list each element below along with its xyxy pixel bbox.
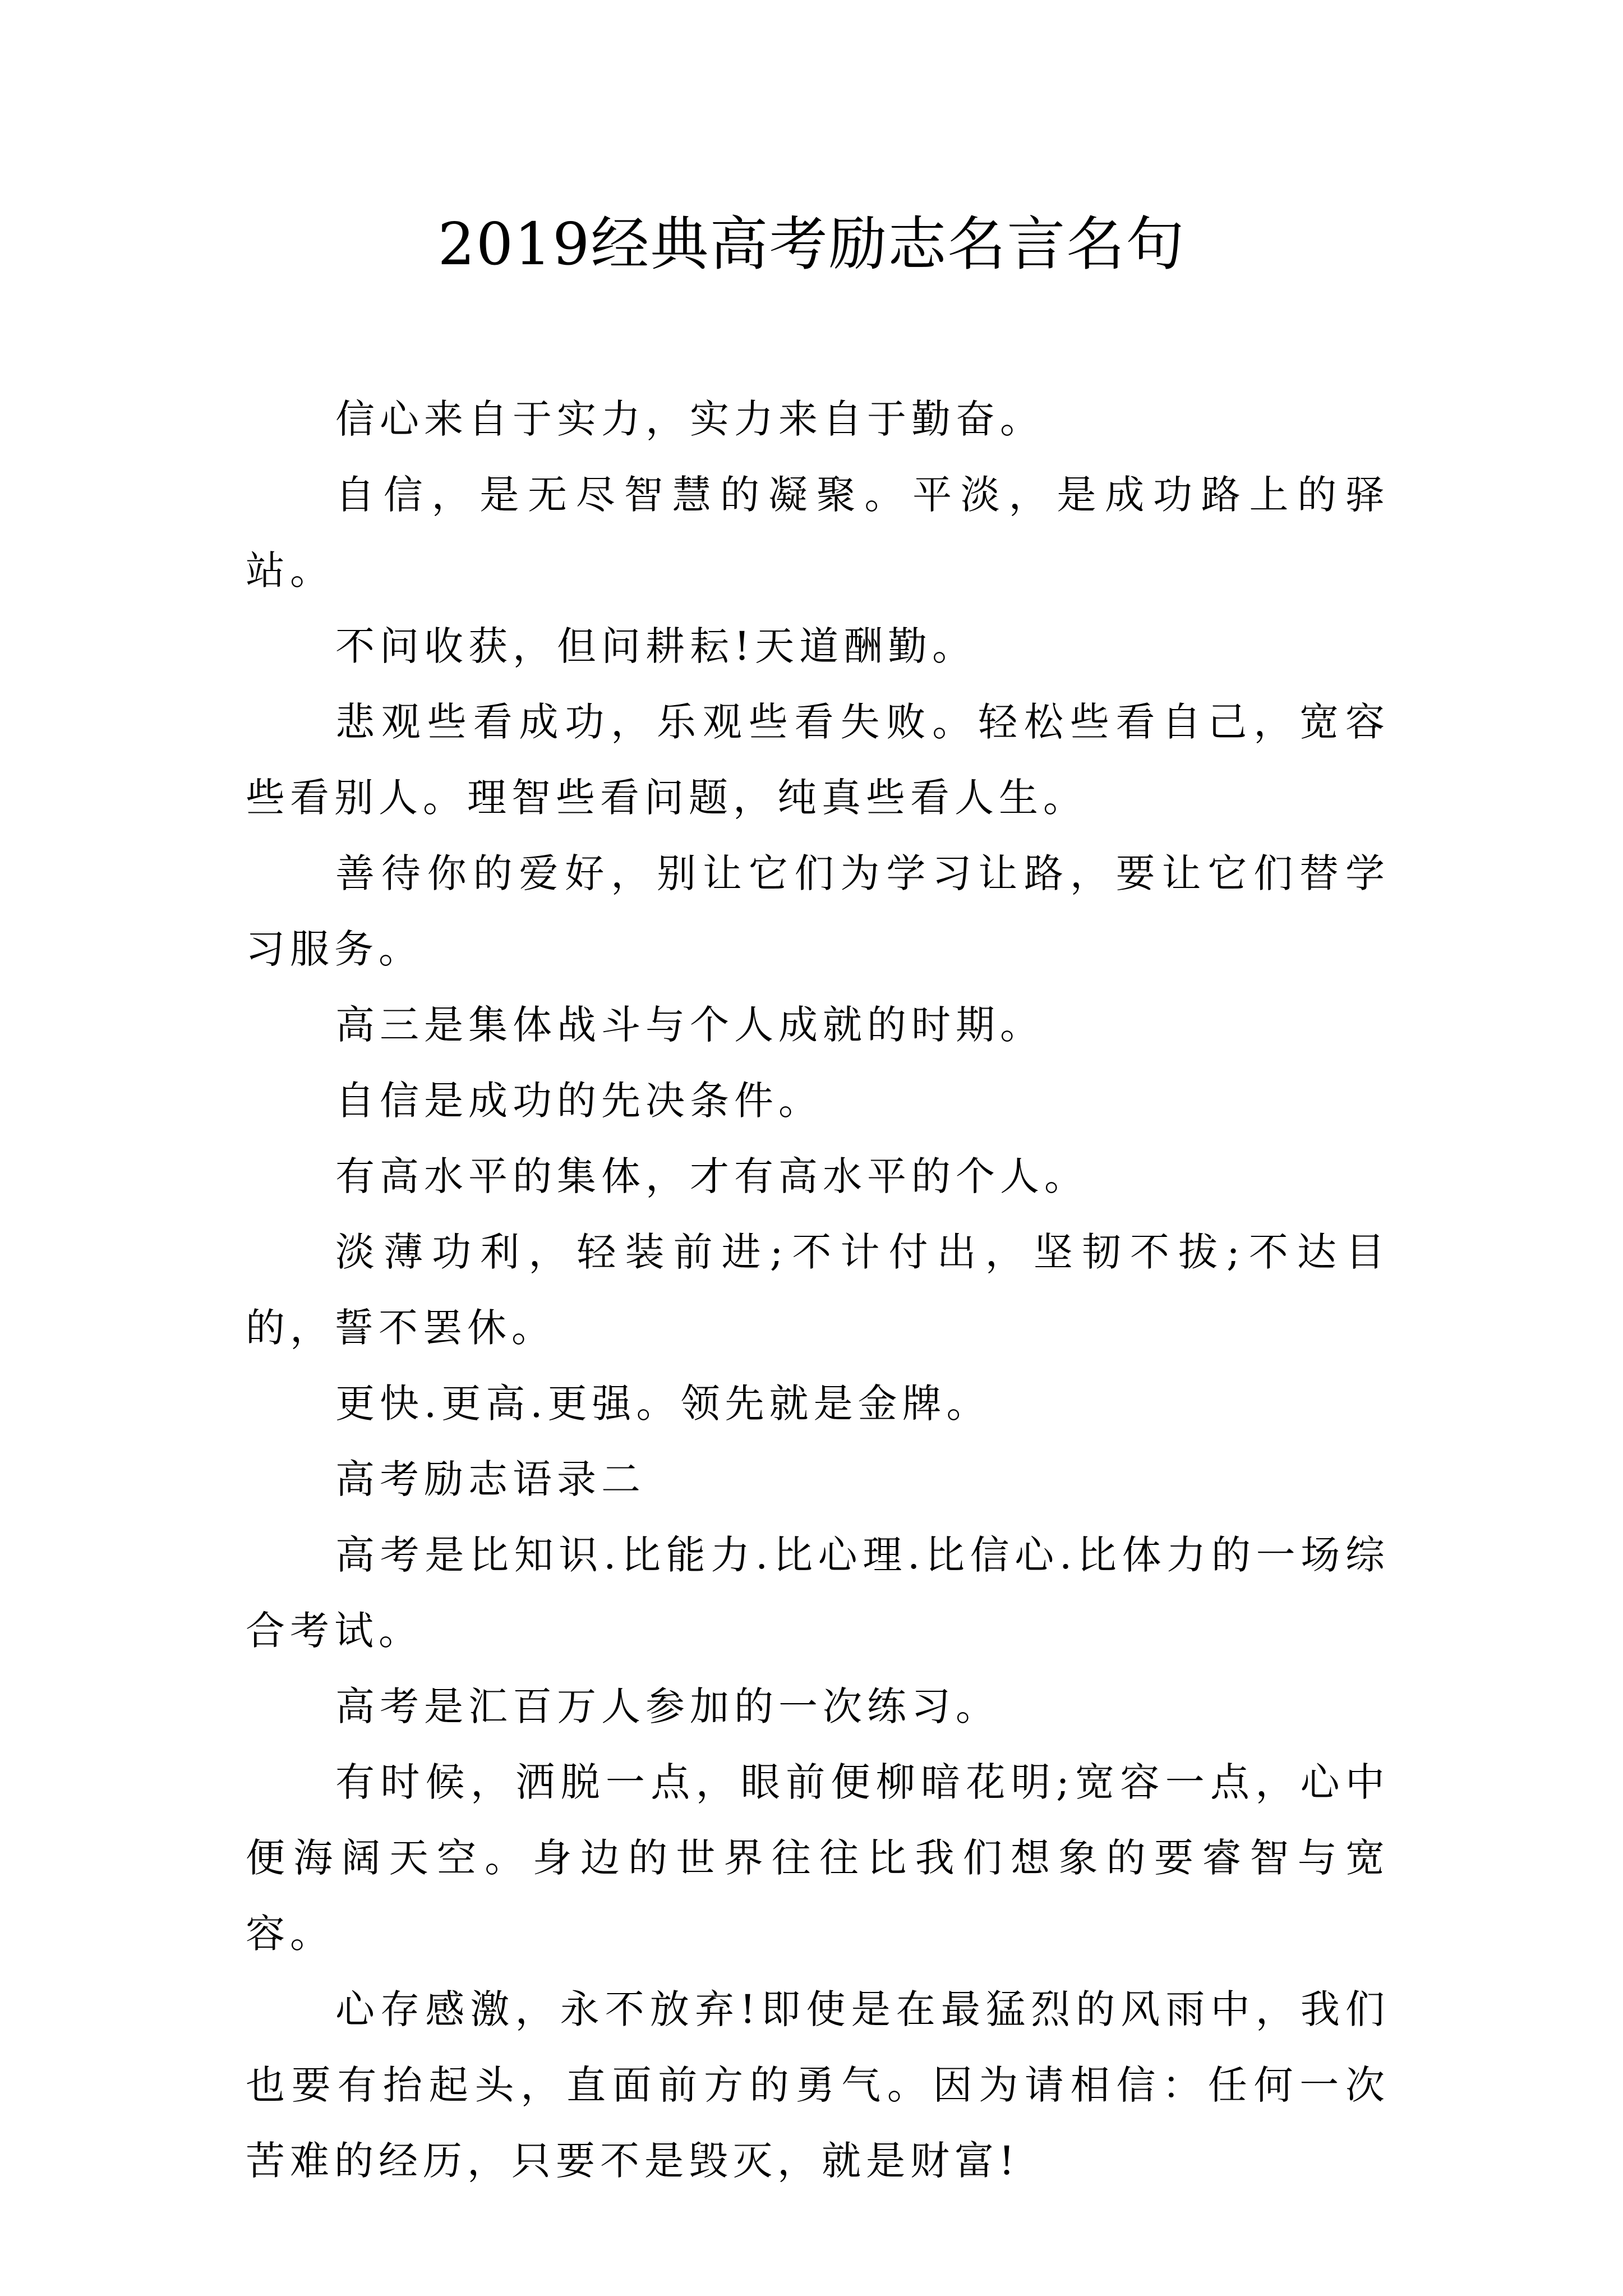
- document-body: [246, 381, 1390, 2199]
- document-title: 2019经典高考励志名言名句: [437, 210, 1186, 278]
- paragraph: 淡薄功利，轻装前进;不计付出，坚韧不拔;不达目的，誓不罢休。: [246, 1229, 1390, 1351]
- paragraph: 高考是比知识.比能力.比心理.比信心.比体力的一场综合考试。: [246, 1532, 1390, 1654]
- paragraph: 不问收获，但问耕耘!天道酬勤。: [335, 623, 977, 669]
- paragraph: 高考是汇百万人参加的一次练习。: [335, 1683, 1000, 1729]
- section-heading: 高考励志语录二: [335, 1456, 645, 1502]
- paragraph: 自信是成功的先决条件。: [335, 1078, 823, 1124]
- paragraph: 信心来自于实力，实力来自于勤奋。: [335, 396, 1044, 442]
- paragraph: 更快.更高.更强。领先就是金牌。: [335, 1381, 991, 1427]
- paragraph: 有高水平的集体，才有高水平的个人。: [335, 1153, 1089, 1199]
- paragraph: 有时候，洒脱一点，眼前便柳暗花明;宽容一点，心中便海阔天空。身边的世界往往比我们想象的要睿智与宽容。: [246, 1759, 1390, 1957]
- paragraph: 心存感激，永不放弃!即使是在最猛烈的风雨中，我们也要有抬起头，直面前方的勇气。因为请相信：任何一次苦难的经历，只要不是毁灭，就是财富!: [246, 1986, 1390, 2184]
- paragraph: 善待你的爱好，别让它们为学习让路，要让它们替学习服务。: [246, 850, 1390, 972]
- paragraph: 悲观些看成功，乐观些看失败。轻松些看自己，宽容些看别人。理智些看问题，纯真些看人生。: [246, 699, 1390, 821]
- paragraph: 高三是集体战斗与个人成就的时期。: [335, 1002, 1044, 1048]
- paragraph: 自信，是无尽智慧的凝聚。平淡，是成功路上的驿站。: [246, 472, 1390, 593]
